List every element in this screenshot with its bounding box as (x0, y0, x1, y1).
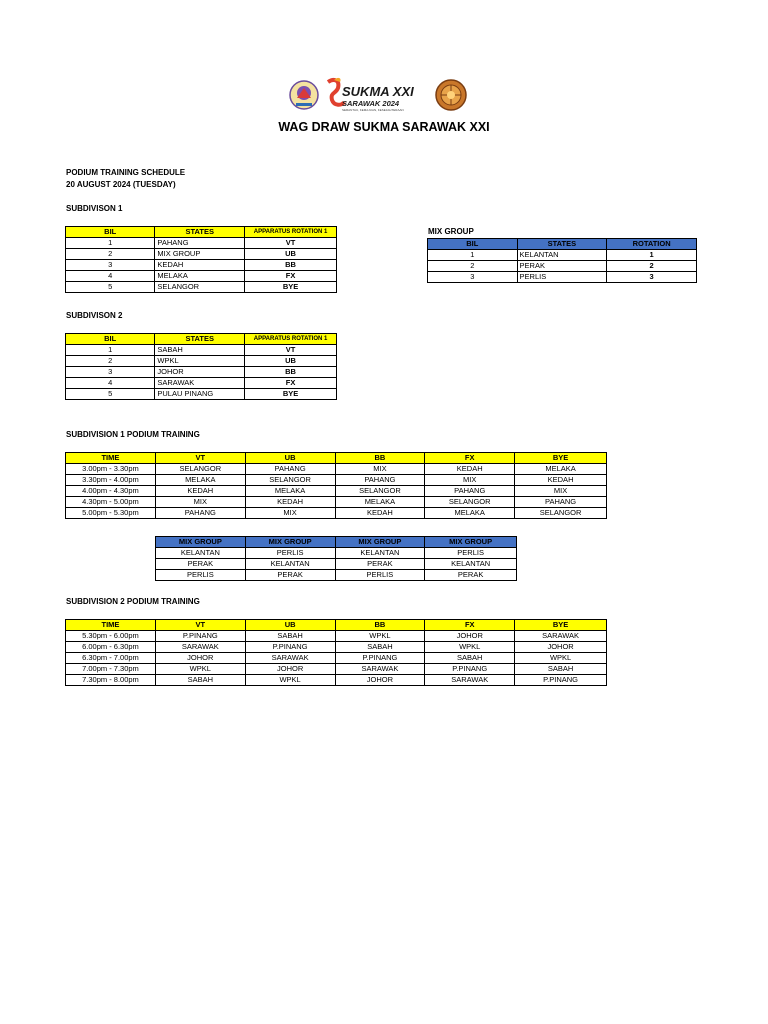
cell-fx: MIX (425, 475, 515, 486)
cell-bil: 1 (66, 345, 155, 356)
header-bb: BB (335, 620, 425, 631)
header-fx: FX (425, 620, 515, 631)
svg-text:SARAWAK 2024: SARAWAK 2024 (342, 99, 400, 108)
cell-apparatus: FX (245, 378, 337, 389)
sukma-xxi-logo-icon (328, 78, 414, 112)
subdivision-2-label: SUBDIVISON 2 (66, 311, 123, 320)
podium-training-1-table (65, 452, 607, 519)
cell-state: PERAK (425, 570, 517, 581)
cell-bye: P.PINANG (515, 675, 607, 686)
cell-state: PAHANG (155, 238, 245, 249)
table-row (66, 378, 337, 389)
header-apparatus: APPARATUS ROTATION 1 (245, 334, 337, 345)
header-bb: BB (335, 453, 425, 464)
table-header-row (66, 227, 337, 238)
subdivision-1-label: SUBDIVISON 1 (66, 204, 123, 213)
header-logos (288, 76, 478, 114)
cell-ub: MELAKA (245, 486, 335, 497)
cell-time: 3.00pm - 3.30pm (66, 464, 156, 475)
cell-state: SELANGOR (155, 282, 245, 293)
cell-bb: P.PINANG (335, 653, 425, 664)
cell-time: 6.30pm - 7.00pm (66, 653, 156, 664)
table-row (66, 653, 607, 664)
table-row (66, 508, 607, 519)
cell-bye: JOHOR (515, 642, 607, 653)
table-row (66, 238, 337, 249)
header-bye: BYE (515, 453, 607, 464)
cell-state: PERAK (156, 559, 246, 570)
cell-bb: MELAKA (335, 497, 425, 508)
table-row (428, 272, 697, 283)
cell-state: KELANTAN (335, 548, 425, 559)
cell-fx: JOHOR (425, 631, 515, 642)
cell-bil: 3 (66, 260, 155, 271)
header-states: STATES (155, 227, 245, 238)
header-ub: UB (245, 620, 335, 631)
cell-fx: SABAH (425, 653, 515, 664)
cell-state: PERAK (245, 570, 335, 581)
cell-vt: SARAWAK (155, 642, 245, 653)
header-states: STATES (155, 334, 245, 345)
subdivision-2-table (65, 333, 337, 400)
header-apparatus: APPARATUS ROTATION 1 (245, 227, 337, 238)
cell-bb: KEDAH (335, 508, 425, 519)
cell-bye: SABAH (515, 664, 607, 675)
cell-bil: 4 (66, 271, 155, 282)
table-row (66, 664, 607, 675)
table-row (66, 475, 607, 486)
header-bil: BIL (66, 227, 155, 238)
schedule-date: 20 AUGUST 2024 (TUESDAY) (66, 180, 176, 189)
cell-time: 6.00pm - 6.30pm (66, 642, 156, 653)
header-fx: FX (425, 453, 515, 464)
cell-fx: P.PINANG (425, 664, 515, 675)
header-bil: BIL (428, 239, 518, 250)
table-header-row (66, 620, 607, 631)
podium-training-2-table (65, 619, 607, 686)
cell-bb: WPKL (335, 631, 425, 642)
cell-bil: 3 (66, 367, 155, 378)
cell-state: PULAU PINANG (155, 389, 245, 400)
cell-bye: PAHANG (515, 497, 607, 508)
header-states: STATES (517, 239, 607, 250)
cell-state: KELANTAN (156, 548, 246, 559)
table-row (66, 260, 337, 271)
cell-vt: MIX (155, 497, 245, 508)
cell-state: KELANTAN (245, 559, 335, 570)
header-mix-group: MIX GROUP (156, 537, 246, 548)
header-ub: UB (245, 453, 335, 464)
cell-bb: PAHANG (335, 475, 425, 486)
svg-text:SUKMA XXI: SUKMA XXI (342, 84, 414, 99)
cell-bb: MIX (335, 464, 425, 475)
table-row (66, 486, 607, 497)
cell-ub: PAHANG (245, 464, 335, 475)
table-row (66, 631, 607, 642)
cell-bil: 5 (66, 282, 155, 293)
table-row (156, 559, 517, 570)
cell-apparatus: BYE (245, 389, 337, 400)
cell-bye: KEDAH (515, 475, 607, 486)
cell-fx: MELAKA (425, 508, 515, 519)
cell-fx: SELANGOR (425, 497, 515, 508)
table-row (66, 389, 337, 400)
table-row (66, 345, 337, 356)
cell-bye: MELAKA (515, 464, 607, 475)
cell-vt: JOHOR (155, 653, 245, 664)
header-mix-group: MIX GROUP (425, 537, 517, 548)
cell-apparatus: UB (245, 356, 337, 367)
table-header-row (156, 537, 517, 548)
cell-rotation: 3 (607, 272, 697, 283)
cell-apparatus: FX (245, 271, 337, 282)
cell-state: PERLIS (425, 548, 517, 559)
gymnastics-federation-logo-icon (290, 81, 318, 109)
cell-ub: P.PINANG (245, 642, 335, 653)
cell-vt: P.PINANG (155, 631, 245, 642)
cell-bye: MIX (515, 486, 607, 497)
svg-text:SERANTAU, KEMAJUAN, KESEJAHTER: SERANTAU, KEMAJUAN, KESEJAHTERAAN (342, 108, 404, 112)
cell-state: KELANTAN (425, 559, 517, 570)
cell-ub: SARAWAK (245, 653, 335, 664)
table-row (66, 282, 337, 293)
cell-ub: JOHOR (245, 664, 335, 675)
cell-time: 7.30pm - 8.00pm (66, 675, 156, 686)
page-title: WAG DRAW SUKMA SARAWAK XXI (278, 120, 490, 134)
cell-state: PERLIS (156, 570, 246, 581)
sports-council-logo-icon (436, 80, 466, 110)
cell-rotation: 1 (607, 250, 697, 261)
table-row (156, 570, 517, 581)
table-header-row (66, 453, 607, 464)
table-row (428, 250, 697, 261)
table-row (66, 497, 607, 508)
podium-training-1-label: SUBDIVISION 1 PODIUM TRAINING (66, 430, 200, 439)
table-row (156, 548, 517, 559)
table-row (66, 249, 337, 260)
cell-apparatus: BB (245, 260, 337, 271)
cell-state: PERLIS (245, 548, 335, 559)
table-header-row (428, 239, 697, 250)
mix-group-table (427, 238, 697, 283)
cell-bye: SARAWAK (515, 631, 607, 642)
cell-fx: PAHANG (425, 486, 515, 497)
cell-bb: JOHOR (335, 675, 425, 686)
subdivision-1-table (65, 226, 337, 293)
cell-vt: PAHANG (155, 508, 245, 519)
cell-bil: 2 (66, 356, 155, 367)
cell-ub: SELANGOR (245, 475, 335, 486)
cell-vt: MELAKA (155, 475, 245, 486)
cell-state: PERAK (335, 559, 425, 570)
cell-state: WPKL (155, 356, 245, 367)
table-row (66, 464, 607, 475)
cell-bb: SABAH (335, 642, 425, 653)
header-bye: BYE (515, 620, 607, 631)
header-mix-group: MIX GROUP (335, 537, 425, 548)
cell-apparatus: BB (245, 367, 337, 378)
schedule-title: PODIUM TRAINING SCHEDULE (66, 168, 186, 177)
table-row (66, 675, 607, 686)
cell-bil: 2 (66, 249, 155, 260)
logo-group (288, 76, 478, 114)
cell-state: PERLIS (335, 570, 425, 581)
cell-state: PERAK (517, 261, 607, 272)
table-row (66, 367, 337, 378)
podium-training-2-label: SUBDIVISION 2 PODIUM TRAINING (66, 597, 200, 606)
cell-time: 5.30pm - 6.00pm (66, 631, 156, 642)
table-row (66, 271, 337, 282)
cell-vt: SELANGOR (155, 464, 245, 475)
cell-state: SARAWAK (155, 378, 245, 389)
cell-bye: WPKL (515, 653, 607, 664)
cell-bil: 1 (428, 250, 518, 261)
mix-group-label: MIX GROUP (428, 227, 474, 236)
cell-state: MIX GROUP (155, 249, 245, 260)
header-vt: VT (155, 620, 245, 631)
cell-state: JOHOR (155, 367, 245, 378)
cell-rotation: 2 (607, 261, 697, 272)
table-row (66, 356, 337, 367)
cell-ub: SABAH (245, 631, 335, 642)
cell-bye: SELANGOR (515, 508, 607, 519)
cell-state: MELAKA (155, 271, 245, 282)
table-row (428, 261, 697, 272)
cell-apparatus: VT (245, 238, 337, 249)
cell-bil: 5 (66, 389, 155, 400)
table-row (66, 642, 607, 653)
header-vt: VT (155, 453, 245, 464)
cell-fx: SARAWAK (425, 675, 515, 686)
header-mix-group: MIX GROUP (245, 537, 335, 548)
header-time: TIME (66, 620, 156, 631)
cell-bil: 4 (66, 378, 155, 389)
cell-apparatus: BYE (245, 282, 337, 293)
cell-time: 4.30pm - 5.00pm (66, 497, 156, 508)
cell-state: KEDAH (155, 260, 245, 271)
header-rotation: ROTATION (607, 239, 697, 250)
cell-fx: KEDAH (425, 464, 515, 475)
cell-state: PERLIS (517, 272, 607, 283)
cell-bil: 2 (428, 261, 518, 272)
cell-bil: 3 (428, 272, 518, 283)
cell-ub: WPKL (245, 675, 335, 686)
cell-vt: SABAH (155, 675, 245, 686)
cell-ub: KEDAH (245, 497, 335, 508)
cell-time: 3.30pm - 4.00pm (66, 475, 156, 486)
header-time: TIME (66, 453, 156, 464)
cell-apparatus: VT (245, 345, 337, 356)
cell-bil: 1 (66, 238, 155, 249)
mix-group-rotation-table (155, 536, 517, 581)
cell-state: SABAH (155, 345, 245, 356)
header-bil: BIL (66, 334, 155, 345)
cell-vt: WPKL (155, 664, 245, 675)
cell-ub: MIX (245, 508, 335, 519)
table-header-row (66, 334, 337, 345)
cell-bb: SARAWAK (335, 664, 425, 675)
cell-time: 5.00pm - 5.30pm (66, 508, 156, 519)
cell-state: KELANTAN (517, 250, 607, 261)
cell-fx: WPKL (425, 642, 515, 653)
cell-vt: KEDAH (155, 486, 245, 497)
cell-apparatus: UB (245, 249, 337, 260)
cell-time: 4.00pm - 4.30pm (66, 486, 156, 497)
cell-time: 7.00pm - 7.30pm (66, 664, 156, 675)
cell-bb: SELANGOR (335, 486, 425, 497)
